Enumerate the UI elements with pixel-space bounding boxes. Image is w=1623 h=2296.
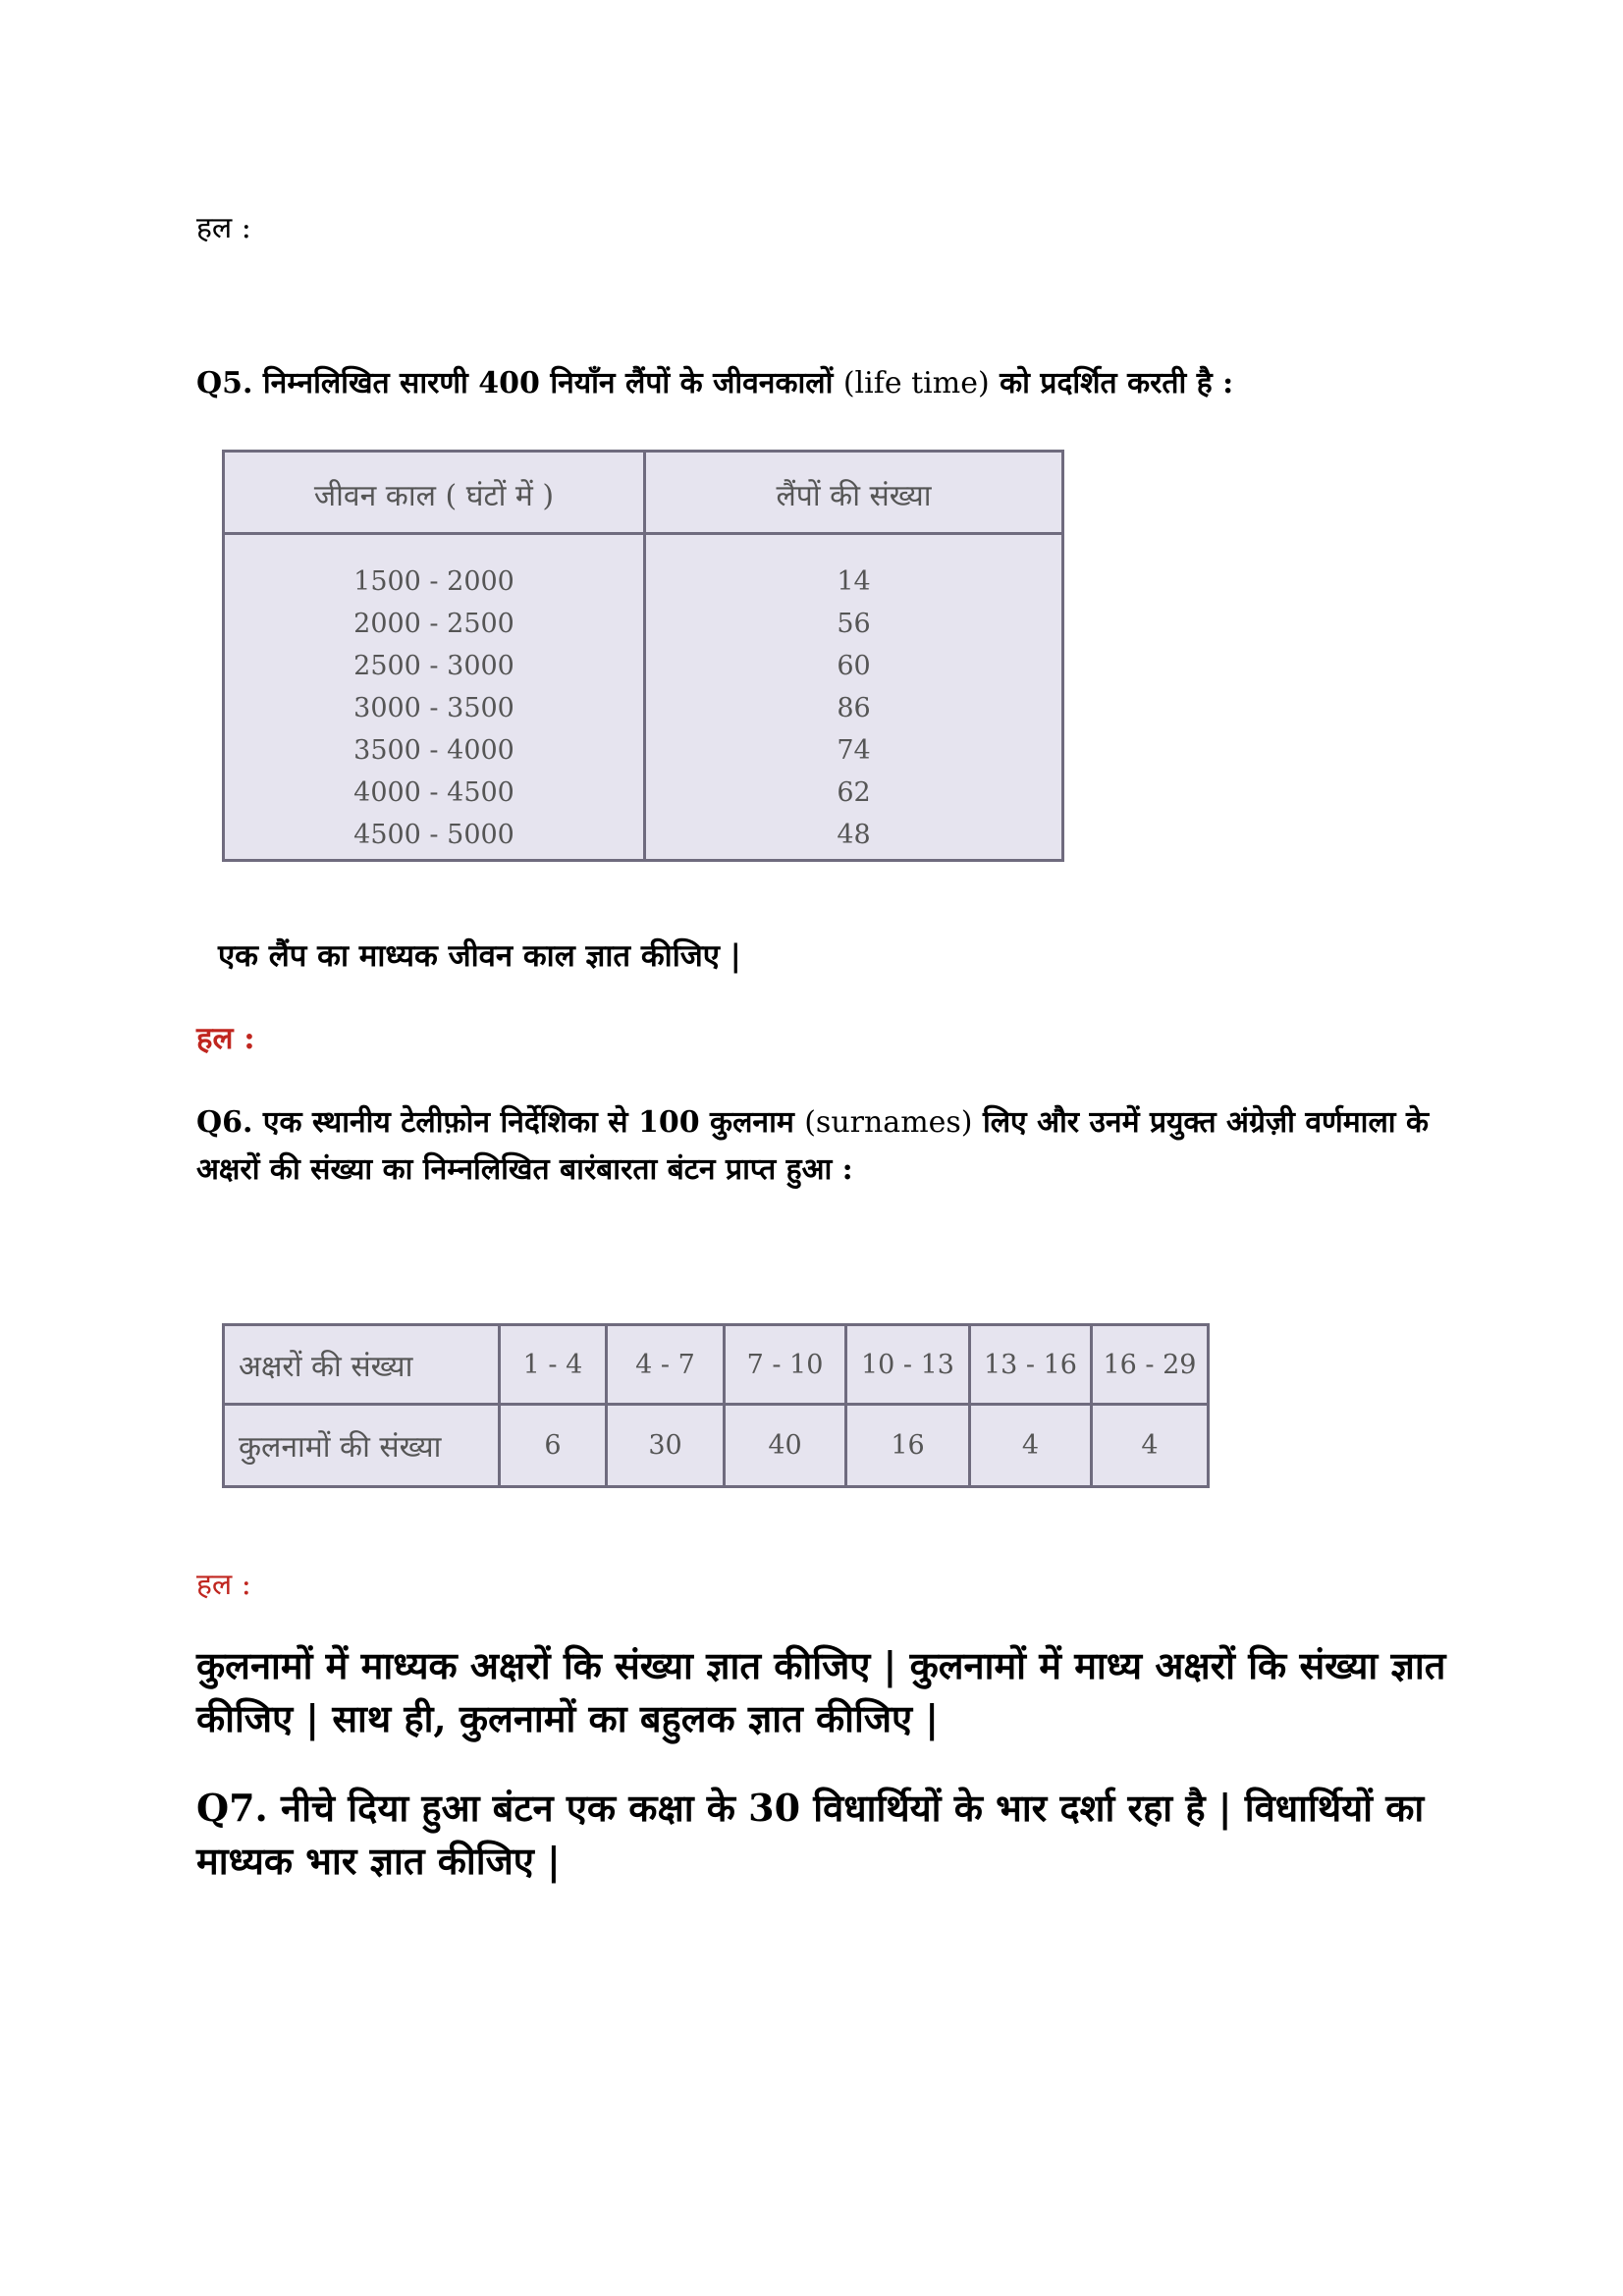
question-5-english: (life time) (842, 366, 990, 400)
solution-label: हल : (196, 1568, 251, 1602)
surname-letters-table (222, 1323, 1210, 1488)
table-cell: 40 (726, 1406, 847, 1485)
table-cell: 60 (837, 651, 871, 681)
lifetime-column (225, 561, 643, 856)
table-cell: अक्षरों की संख्या (225, 1326, 501, 1406)
question-5-text: Q5. निम्नलिखित सारणी 400 नियाँन लैंपों के जीवनकालों (196, 366, 843, 400)
table-cell: 74 (837, 735, 871, 766)
table-cell: 2000 - 2500 (353, 609, 514, 639)
table-header-lamp-count: लैंपों की संख्या (776, 479, 932, 513)
table-cell: 3500 - 4000 (353, 735, 514, 766)
table-cell: 13 - 16 (971, 1326, 1093, 1406)
table-cell: 3000 - 3500 (353, 693, 514, 723)
question-6-english: (surnames) (804, 1105, 973, 1140)
table-cell: 30 (608, 1406, 726, 1485)
question-6-text-end: लिए और उनमें प्रयुक्त अंग्रेज़ी वर्णमाला के अक्षरों की संख्या का निम्नलिखित बारंबारता बंटन प्राप्त हुआ : (196, 1105, 1430, 1187)
table-cell: 6 (501, 1406, 608, 1485)
table-cell: 14 (837, 566, 871, 597)
table-cell: 16 (847, 1406, 971, 1485)
table-cell: 48 (837, 820, 871, 850)
solution-label: हल : (196, 211, 251, 245)
lamp-count-column (646, 561, 1061, 856)
table-cell: 4000 - 4500 (353, 777, 514, 808)
question-6 (196, 1099, 1434, 1194)
table-divider (225, 532, 1061, 535)
table-cell: 4500 - 5000 (353, 820, 514, 850)
table-cell: 2500 - 3000 (353, 651, 514, 681)
table-cell: 86 (837, 693, 871, 723)
table-cell: 4 (971, 1406, 1093, 1485)
table-cell: 62 (837, 777, 871, 808)
table-cell: कुलनामों की संख्या (225, 1406, 501, 1485)
question-5 (196, 361, 1233, 401)
solution-label: हल : (196, 1021, 255, 1056)
question-5-text-end: को प्रदर्शित करती है : (989, 366, 1234, 400)
question-5-ask: एक लैंप का माध्यक जीवन काल ज्ञात कीजिए | (218, 938, 741, 974)
table-cell: 7 - 10 (726, 1326, 847, 1406)
table-cell: 4 (1141, 1430, 1159, 1461)
question-6-text: Q6. एक स्थानीय टेलीफ़ोन निर्देशिका से 100 कुलनाम (196, 1105, 805, 1140)
table-cell: 56 (837, 609, 871, 639)
table-header-lifetime: जीवन काल ( घंटों में ) (313, 479, 555, 513)
table-cell: 10 - 13 (847, 1326, 971, 1406)
table-cell: 4 - 7 (608, 1326, 726, 1406)
table-cell: 1 - 4 (501, 1326, 608, 1406)
table-cell: 16 - 29 (1093, 1326, 1207, 1406)
table-cell: 1500 - 2000 (353, 566, 514, 597)
question-7: Q7. नीचे दिया हुआ बंटन एक कक्षा के 30 विधार्थियों के भार दर्शा रहा है | विधार्थियों का माध्यक भार ज्ञात कीजिए | (196, 1786, 1425, 1883)
question-6-ask: कुलनामों में माध्यक अक्षरों कि संख्या ज्ञात कीजिए | कुलनामों में माध्य अक्षरों कि संख्या ज्ञात कीजिए | साथ ही, कुलनामों का बहुलक ज्ञात कीजिए | (196, 1643, 1446, 1740)
lamp-lifetime-table (222, 450, 1064, 862)
